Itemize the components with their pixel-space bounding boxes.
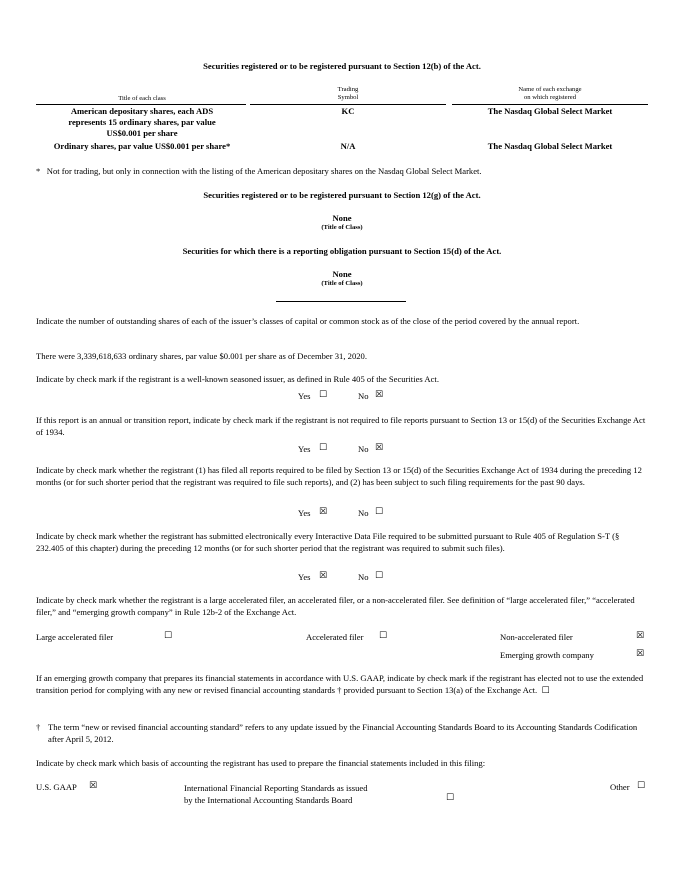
accounting-basis-prompt: Indicate by check mark which basis of accounting the registrant has used to prepare the financial statements included in this filing: [36, 758, 486, 768]
question-not-required-yes-checkbox[interactable]: ☐ [319, 443, 328, 453]
us-gaap-checkbox[interactable]: ☒ [89, 781, 98, 791]
column-rule [452, 104, 648, 105]
column-rule [36, 104, 246, 105]
table-row-exchange-ordinary: The Nasdaq Global Select Market [487, 141, 613, 151]
column-header-title: Title of each class [118, 95, 166, 102]
question-filed-reports: Indicate by check mark whether the registrant (1) has filed all reports required to be filed by Section 13 or 15(d) of the Securities Exchange Act of 1934 during the preceding 12 months (or for such shorter period that the registrant was required to file such reports), and (2) has been subject to such filing requirements for the past 90 days. [36, 465, 642, 487]
question-not-required-no-checkbox[interactable]: ☒ [375, 443, 384, 453]
question-interactive-data-yes-checkbox[interactable]: ☒ [319, 571, 328, 581]
question-wksi-no-label: No [358, 391, 369, 401]
non-accelerated-filer-label: Non-accelerated filer [500, 632, 573, 642]
ifrs-label: International Financial Reporting Standards as issued by the International Accounting Standards Board [184, 783, 368, 805]
table-row-symbol-ads: KC [341, 106, 355, 116]
dagger-footnote: The term “new or revised financial accounting standard” refers to any update issued by the Financial Accounting Standards Board to its Accounting Standards Codification after April 5, 2012. [48, 722, 638, 744]
ifrs-checkbox[interactable]: ☐ [446, 793, 455, 803]
us-gaap-label: U.S. GAAP [36, 782, 77, 792]
question-wksi-yes-label: Yes [298, 391, 311, 401]
footnote-not-for-trading: * Not for trading, but only in connection with the listing of the American depositary shares on the Nasdaq Global Select Market. [36, 166, 482, 176]
question-wksi-no-checkbox[interactable]: ☒ [375, 390, 384, 400]
question-wksi: Indicate by check mark if the registrant is a well-known seasoned issuer, as defined in Rule 405 of the Securities Act. [36, 374, 439, 384]
question-not-required-no-label: No [358, 444, 369, 454]
table-row-symbol-ordinary: N/A [340, 141, 356, 151]
emerging-growth-company-checkbox[interactable]: ☒ [636, 649, 645, 659]
question-not-required-yes-label: Yes [298, 444, 311, 454]
other-basis-checkbox[interactable]: ☐ [637, 781, 646, 791]
question-wksi-yes-checkbox[interactable]: ☐ [319, 390, 328, 400]
egc-transition-checkbox[interactable]: ☐ [541, 685, 550, 696]
dagger-mark: † [36, 722, 41, 732]
large-accelerated-filer-checkbox[interactable]: ☐ [164, 631, 173, 641]
non-accelerated-filer-checkbox[interactable]: ☒ [636, 631, 645, 641]
filer-status-prompt: Indicate by check mark whether the registrant is a large accelerated filer, an accelerated filer, or a non-accelerated filer. See definition of “large accelerated filer,” “accelerated filer,” and “emerging growth company” in Rule 12b-2 of the Exchange Act. [36, 595, 635, 617]
question-filed-reports-no-checkbox[interactable]: ☐ [375, 507, 384, 517]
section-15d-caption: (Title of Class) [321, 280, 363, 287]
section-15d-value: None [332, 269, 352, 279]
question-interactive-data: Indicate by check mark whether the registrant has submitted electronically every Interactive Data File required to be submitted pursuant to Rule 405 of Regulation S-T (§ 232.405 of this chapter) during the preceding 12 months (or for such shorter period that the registrant was required to submit such files). [36, 531, 620, 553]
question-interactive-data-yes-label: Yes [298, 572, 311, 582]
other-basis-label: Other [610, 782, 630, 792]
accelerated-filer-label: Accelerated filer [306, 632, 364, 642]
table-row-title-ads: American depositary shares, each ADS represents 15 ordinary shares, par value US$0.001 per share [68, 106, 216, 138]
section-12b-heading: Securities registered or to be registered pursuant to Section 12(b) of the Act. [203, 61, 481, 71]
question-filed-reports-no-label: No [358, 508, 369, 518]
outstanding-statement: There were 3,339,618,633 ordinary shares, par value $0.001 per share as of December 31, 2020. [36, 351, 367, 361]
large-accelerated-filer-label: Large accelerated filer [36, 632, 114, 642]
column-header-symbol: Trading Symbol [337, 86, 359, 101]
section-15d-heading: Securities for which there is a reporting obligation pursuant to Section 15(d) of the Act. [182, 246, 502, 256]
outstanding-prompt: Indicate the number of outstanding shares of each of the issuer’s classes of capital or common stock as of the close of the period covered by the annual report. [36, 316, 580, 326]
section-12g-caption: (Title of Class) [321, 224, 363, 231]
egc-transition-text: If an emerging growth company that prepares its financial statements in accordance with U.S. GAAP, indicate by check mark if the registrant has elected not to use the extended transition period for complying with any new or revised financial accounting standards † provided pursuant to Section 13(a) of the Exchange Act. ☐ [36, 673, 644, 696]
table-row-exchange-ads: The Nasdaq Global Select Market [487, 106, 613, 116]
column-rule [250, 104, 446, 105]
accelerated-filer-checkbox[interactable]: ☐ [379, 631, 388, 641]
column-header-exchange: Name of each exchange on which registered [518, 86, 582, 101]
section-12g-value: None [332, 213, 352, 223]
table-row-title-ordinary: Ordinary shares, par value US$0.001 per share* [53, 141, 231, 151]
question-interactive-data-no-checkbox[interactable]: ☐ [375, 571, 384, 581]
question-filed-reports-yes-checkbox[interactable]: ☒ [319, 507, 328, 517]
section-12g-heading: Securities registered or to be registered pursuant to Section 12(g) of the Act. [203, 190, 481, 200]
divider [276, 301, 406, 302]
question-not-required: If this report is an annual or transition report, indicate by check mark if the registrant is not required to file reports pursuant to Section 13 or 15(d) of the Securities Exchange Act of 1934. [36, 415, 646, 437]
question-filed-reports-yes-label: Yes [298, 508, 311, 518]
emerging-growth-company-label: Emerging growth company [500, 650, 594, 660]
question-interactive-data-no-label: No [358, 572, 369, 582]
